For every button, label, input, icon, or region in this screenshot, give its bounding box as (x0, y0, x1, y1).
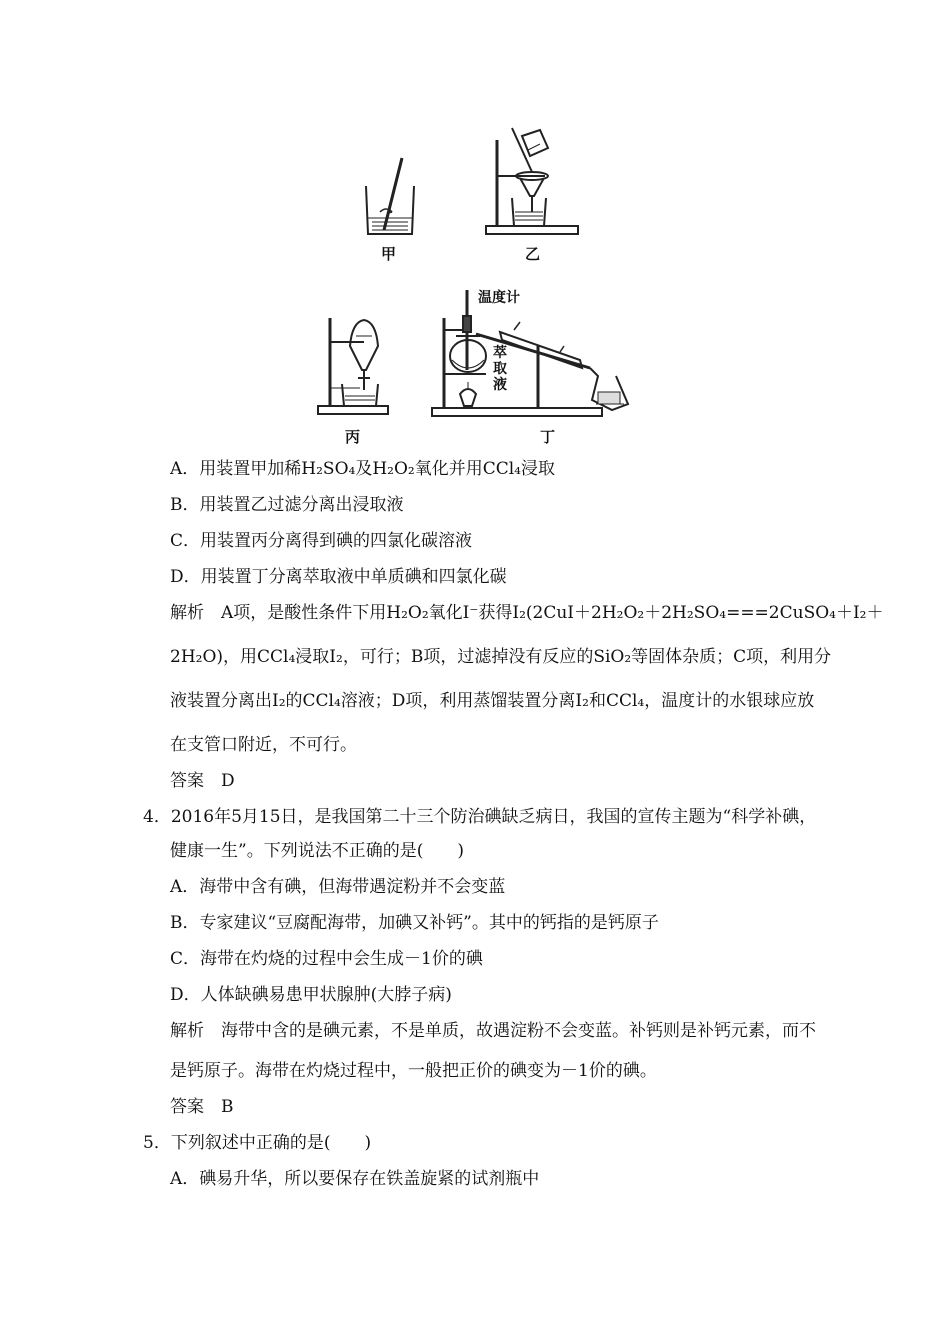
label-yi: 乙 (525, 245, 541, 263)
label-extract-3: 液 (493, 377, 507, 393)
q4-stem-line-1: 4．2016年5月15日，是我国第二十三个防治碘缺乏病日，我国的宣传主题为“科学补碘， (143, 807, 817, 827)
apparatus-bing-separatory-funnel-icon (318, 318, 388, 414)
q3-option-c: C．用装置丙分离得到碘的四氯化碳溶液 (170, 531, 473, 551)
q4-option-c: C．海带在灼烧的过程中会生成－1价的碘 (170, 949, 483, 969)
q3-analysis-line-4: 在支管口附近，不可行。 (170, 735, 357, 755)
q3-answer: 答案 D (170, 771, 235, 791)
q5-stem: 5．下列叙述中正确的是( ) (143, 1133, 372, 1153)
label-jia: 甲 (381, 245, 397, 263)
apparatus-jia-beaker-icon (366, 158, 414, 234)
q3-option-b: B．用装置乙过滤分离出浸取液 (170, 495, 404, 515)
q3-analysis-line-1: 解析 A项，是酸性条件下用H₂O₂氧化I⁻获得I₂(2CuI＋2H₂O₂＋2H₂SO₄===2CuSO₄＋I₂＋ (170, 603, 884, 623)
apparatus-figure (0, 0, 950, 450)
apparatus-yi-filtration-icon (486, 128, 578, 234)
label-bing: 丙 (345, 428, 361, 446)
apparatus-ding-distillation-icon (432, 290, 628, 416)
label-thermometer: 温度计 (478, 290, 520, 306)
q4-analysis-line-1: 解析 海带中含的是碘元素，不是单质，故遇淀粉不会变蓝。补钙则是补钙元素，而不 (170, 1021, 816, 1041)
q4-answer: 答案 B (170, 1097, 234, 1117)
q4-analysis-line-2: 是钙原子。海带在灼烧过程中，一般把正价的碘变为－1价的碘。 (170, 1061, 657, 1081)
label-ding: 丁 (540, 428, 556, 446)
q4-stem-line-2: 健康一生”。下列说法不正确的是( ) (170, 841, 464, 861)
q3-analysis-line-2: 2H₂O)，用CCl₄浸取I₂，可行；B项，过滤掉没有反应的SiO₂等固体杂质；C项，利用分 (170, 647, 832, 667)
q3-analysis-line-3: 液装置分离出I₂的CCl₄溶液；D项，利用蒸馏装置分离I₂和CCl₄，温度计的水银球应放 (170, 691, 815, 711)
q3-option-a: A．用装置甲加稀H₂SO₄及H₂O₂氧化并用CCl₄浸取 (170, 459, 555, 479)
q4-option-a: A．海带中含有碘，但海带遇淀粉并不会变蓝 (170, 877, 506, 897)
q4-option-d: D．人体缺碘易患甲状腺肿(大脖子病) (170, 985, 452, 1005)
q3-option-d: D．用装置丁分离萃取液中单质碘和四氯化碳 (170, 567, 507, 587)
q4-option-b: B．专家建议“豆腐配海带，加碘又补钙”。其中的钙指的是钙原子 (170, 913, 659, 933)
label-extract-1: 萃 (493, 345, 507, 361)
label-extract-2: 取 (493, 361, 507, 377)
q5-option-a: A．碘易升华，所以要保存在铁盖旋紧的试剂瓶中 (170, 1169, 540, 1189)
